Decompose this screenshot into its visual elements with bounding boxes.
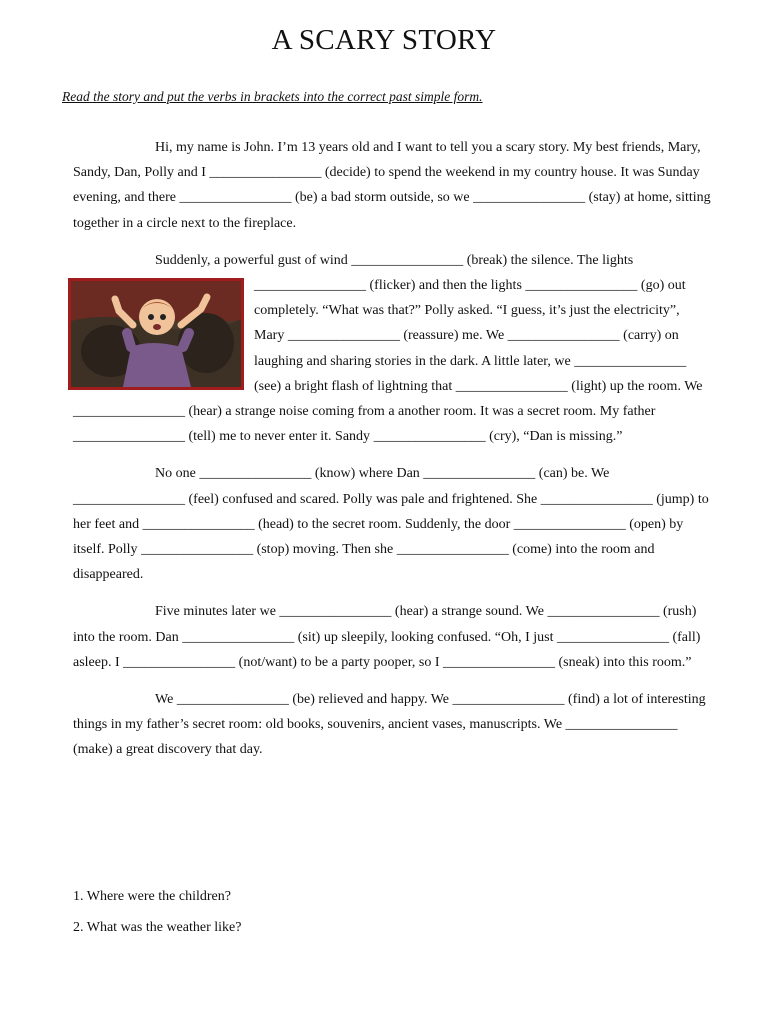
text-segment: (hear) a strange noise coming from a another room. It was a secret room. My father <box>185 404 656 420</box>
text-segment: (rush) into the room. Dan <box>73 604 697 645</box>
text-segment: (not/want) to be a party pooper, so I <box>235 654 443 670</box>
instructions: Read the story and put the verbs in brackets into the correct past simple form. <box>62 89 483 104</box>
text-segment: (hear) a strange sound. We <box>391 604 548 620</box>
answer-blank[interactable]: ________________ <box>540 491 653 507</box>
text-segment: Suddenly, a powerful gust of wind <box>155 252 352 268</box>
text-segment: (be) relieved and happy. We <box>288 692 453 708</box>
answer-blank[interactable]: ________________ <box>513 516 626 532</box>
text-segment: (stop) moving. Then she <box>253 542 397 558</box>
answer-blank[interactable]: ________________ <box>351 252 464 268</box>
answer-blank[interactable]: ________________ <box>507 328 620 344</box>
answer-blank[interactable]: ________________ <box>547 604 660 620</box>
answer-blank[interactable]: ________________ <box>123 654 236 670</box>
answer-blank[interactable]: ________________ <box>142 516 255 532</box>
answer-blank[interactable]: ________________ <box>565 717 678 733</box>
text-segment: (sneak) into this room.” <box>554 654 692 670</box>
page-title: A SCARY STORY <box>271 24 497 56</box>
text-segment: (flicker) and then the lights <box>366 278 526 294</box>
text-segment: (reassure) me. We <box>399 328 508 344</box>
text-segment: Five minutes later we <box>155 604 280 620</box>
answer-blank[interactable]: ________________ <box>574 353 687 369</box>
answer-blank[interactable]: ________________ <box>73 429 185 445</box>
answer-blank[interactable]: ________________ <box>182 629 295 645</box>
text-segment: (cry), “Dan is missing.” <box>485 429 623 445</box>
text-segment: (come) into the room and disappeared. <box>73 542 655 583</box>
paragraph-3 <box>73 461 713 587</box>
paragraph-2 <box>73 248 713 450</box>
text-segment: (can) be. We <box>535 466 610 482</box>
text-segment: (jump) to her feet and <box>73 491 709 532</box>
answer-blank[interactable]: ________________ <box>179 190 292 206</box>
text-segment: (find) a lot of interesting things in my father’s secret room: old books, souvenirs, ancient vases, manuscripts. We <box>73 692 706 733</box>
answer-blank[interactable]: ________________ <box>396 542 509 558</box>
text-segment: (sit) up sleepily, looking confused. “Oh, I just <box>294 629 557 645</box>
text-segment: (fall) asleep. I <box>73 629 701 670</box>
answer-blank[interactable]: ________________ <box>373 429 486 445</box>
answer-blank[interactable]: ________________ <box>452 692 565 708</box>
text-segment: We <box>155 692 177 708</box>
text-segment: (tell) me to never enter it. Sandy <box>185 429 374 445</box>
answer-blank[interactable]: ________________ <box>73 491 185 507</box>
paragraph-5 <box>73 687 713 763</box>
answer-blank[interactable]: ________________ <box>556 629 669 645</box>
text-segment: (go) out completely. “What was that?” Polly asked. “I guess, it’s just the electricity”, Mary <box>254 278 686 344</box>
cartoon-boy-frightened-image <box>68 278 244 390</box>
paragraph-1 <box>73 135 713 236</box>
text-segment: (decide) to spend the weekend in my country house. It was Sunday evening, and there <box>73 165 700 206</box>
text-segment: (break) the silence. The lights <box>463 252 634 268</box>
text-segment: (feel) confused and scared. Polly was pale and frightened. She <box>185 491 541 507</box>
text-segment: (see) a bright flash of lightning that <box>254 378 456 394</box>
text-segment: (open) by itself. Polly <box>73 516 684 558</box>
text-segment: (make) a great discovery that day. <box>73 742 263 758</box>
text-segment: (carry) on laughing and sharing stories in the dark. A little later, we <box>254 328 679 369</box>
answer-blank[interactable]: ________________ <box>525 278 638 294</box>
answer-blank[interactable]: ________________ <box>442 654 555 670</box>
paragraph-4 <box>73 599 713 675</box>
answer-blank[interactable]: ________________ <box>455 378 568 394</box>
answer-blank[interactable]: ________________ <box>279 604 392 620</box>
text-segment: (head) to the secret room. Suddenly, the door <box>254 516 514 532</box>
text-segment: (light) up the room. We <box>567 378 703 394</box>
answer-blank[interactable]: ________________ <box>141 542 254 558</box>
text-segment: (know) where Dan <box>311 466 424 482</box>
text-segment: (be) a bad storm outside, so we <box>291 190 474 206</box>
comprehension-questions <box>73 887 241 949</box>
question-item: 1. Where were the children? <box>73 889 231 904</box>
answer-blank[interactable]: ________________ <box>209 165 322 181</box>
answer-blank[interactable]: ________________ <box>287 328 400 344</box>
story-text <box>73 135 713 775</box>
answer-blank[interactable]: ________________ <box>73 404 185 420</box>
answer-blank[interactable]: ________________ <box>423 466 536 482</box>
text-segment: Hi, my name is John. I’m 13 years old and I want to tell you a scary story. My best friends, Mary, Sandy, Dan, Polly and I <box>73 140 701 181</box>
answer-blank[interactable]: ________________ <box>254 278 366 294</box>
answer-blank[interactable]: ________________ <box>199 466 312 482</box>
answer-blank[interactable]: ________________ <box>176 692 289 708</box>
answer-blank[interactable]: ________________ <box>473 190 586 206</box>
question-item: 2. What was the weather like? <box>73 920 242 935</box>
text-segment: No one <box>155 466 200 482</box>
text-segment: (stay) at home, sitting together in a circle next to the fireplace. <box>73 190 711 231</box>
